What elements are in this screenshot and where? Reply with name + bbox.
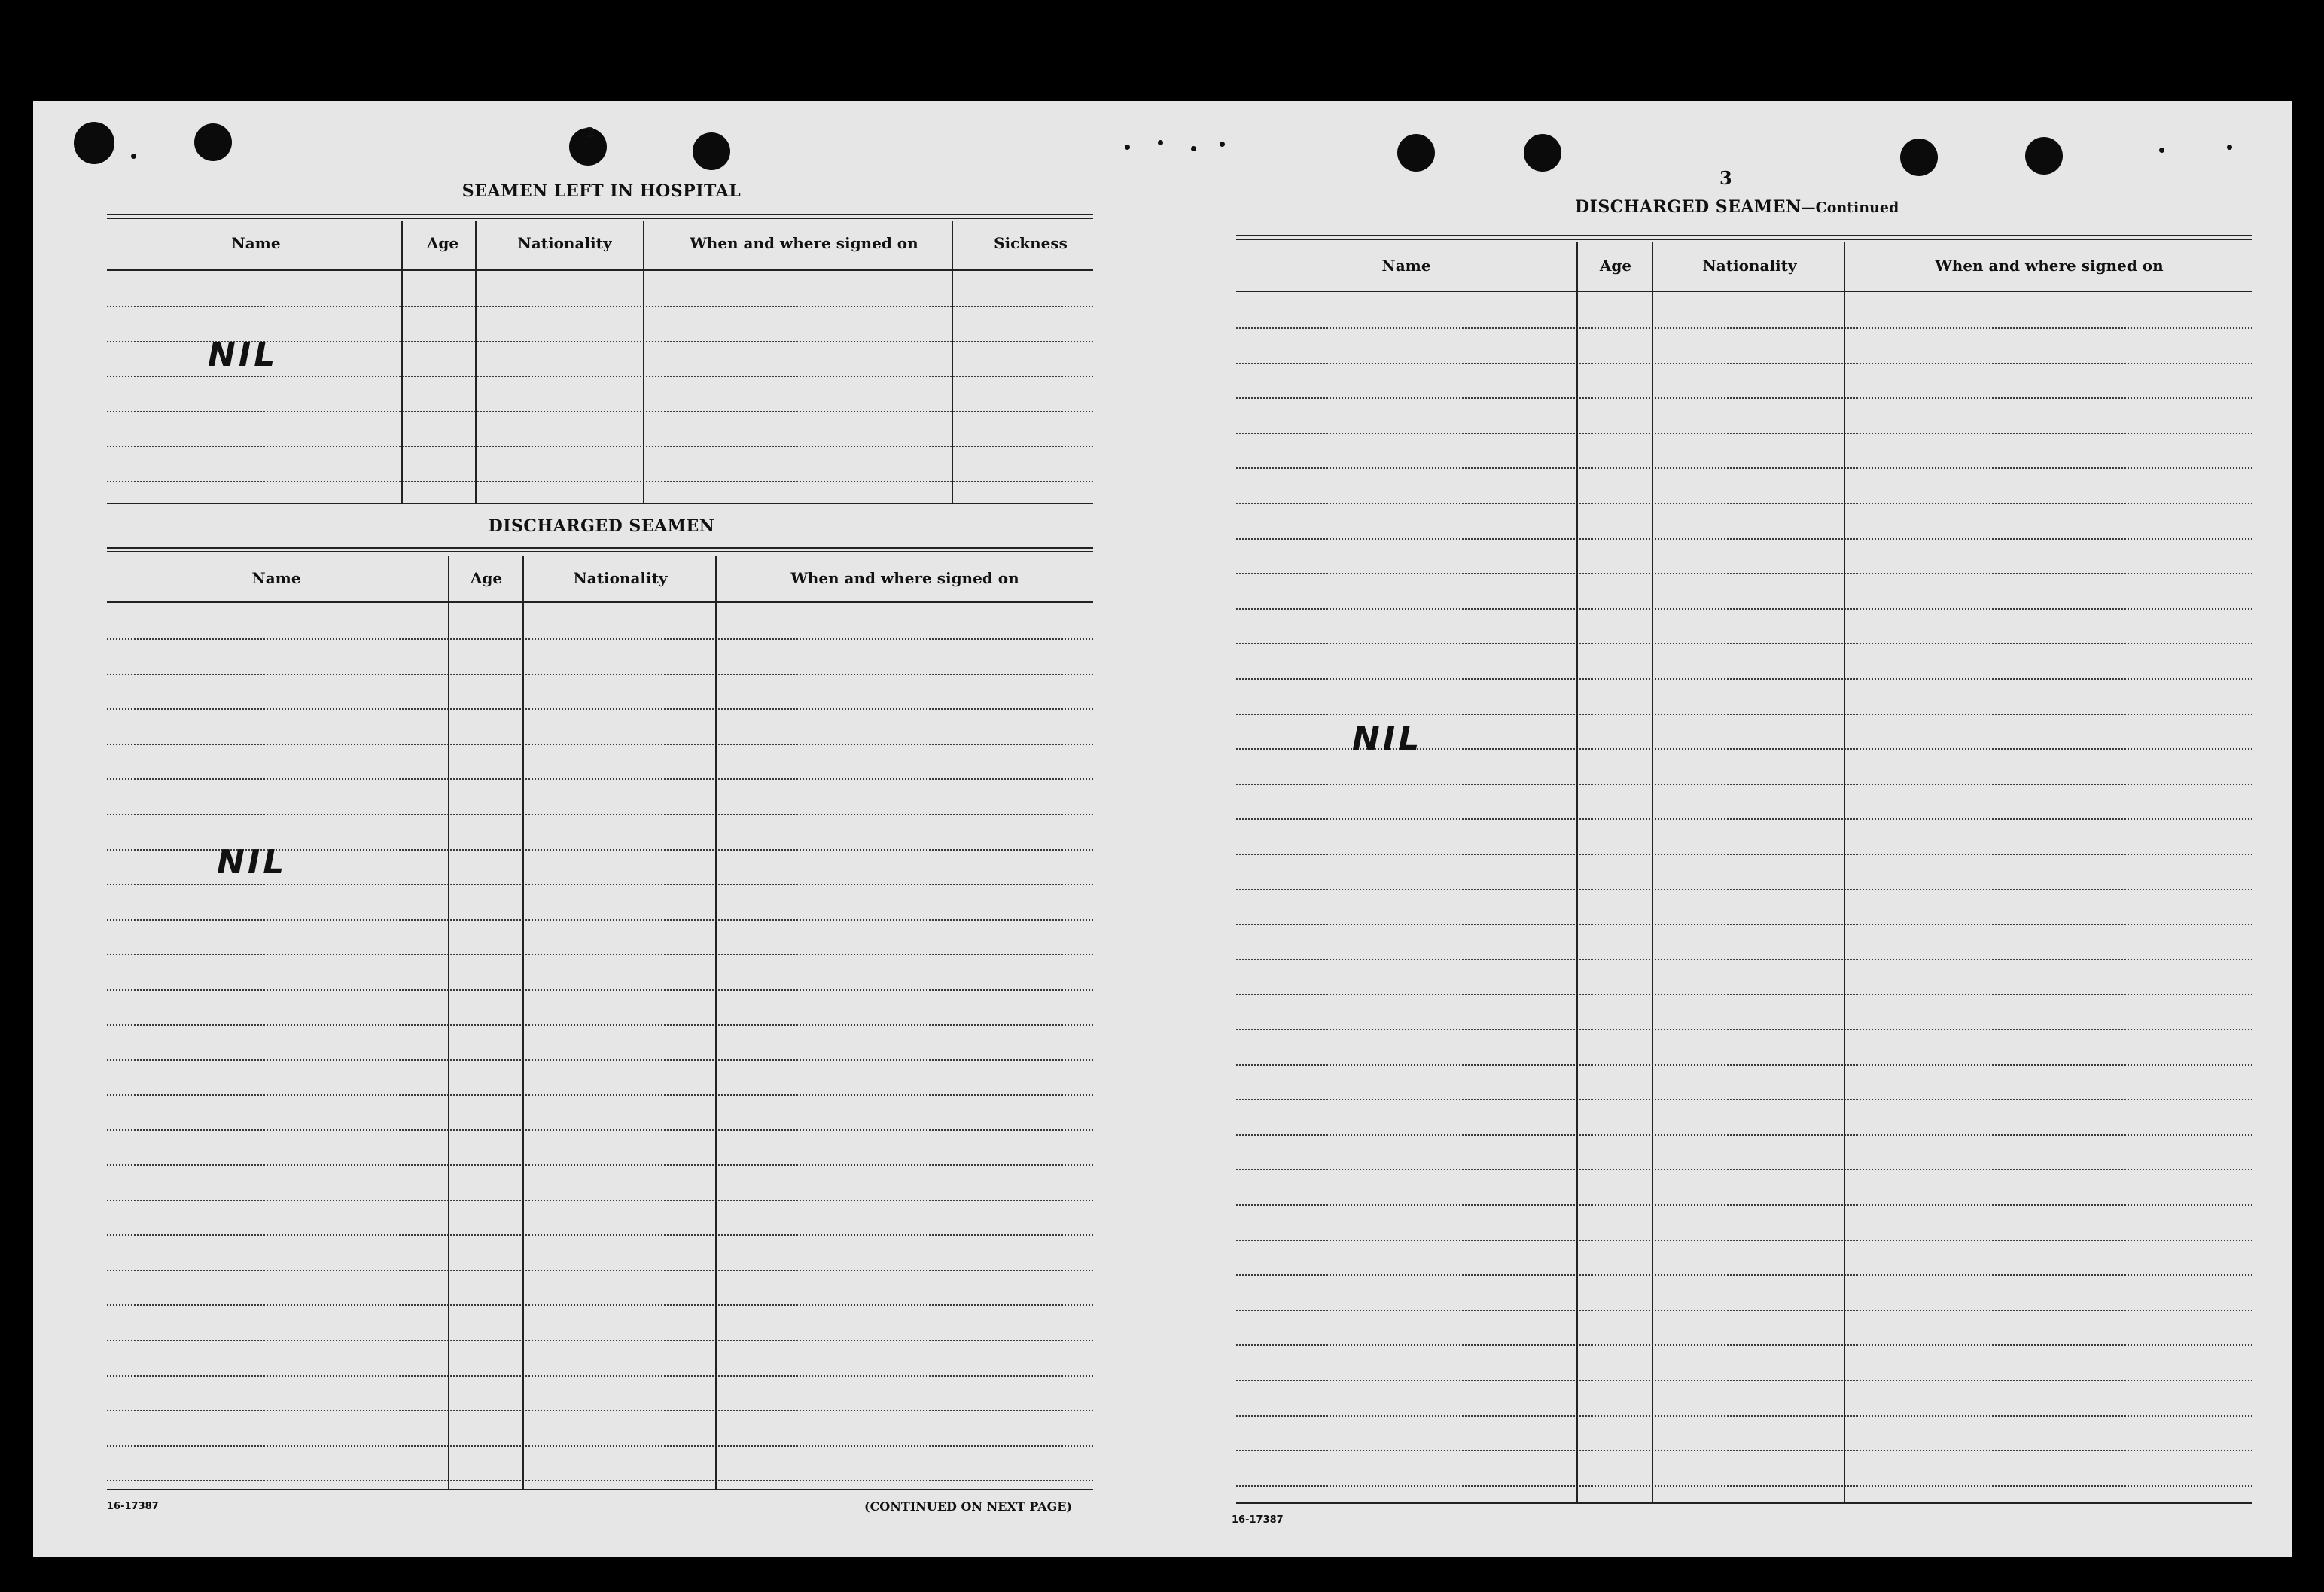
table-row-line [107,989,1093,991]
table-row-line [107,1480,1093,1481]
table-row-line [1236,363,2252,364]
punch-hole [74,122,114,164]
col-header-age: Age [1599,257,1632,275]
table-row-line [1236,538,2252,540]
col-header-signed-on: When and where signed on [690,234,918,252]
table-row-line [1236,1064,2252,1066]
table-row-line [1236,959,2252,960]
table-row-line [107,1059,1093,1061]
table-row-line [1236,397,2252,399]
table-bottom-rule [1236,1502,2252,1504]
col-header-name: Name [1381,257,1431,275]
table-row-line [107,1234,1093,1236]
table-row-line [107,1270,1093,1271]
col-header-age: Age [426,234,459,252]
continued-note: (CONTINUED ON NEXT PAGE) [864,1499,1073,1514]
table-row-line [1236,1450,2252,1451]
handwritten-nil: NIL [217,843,288,881]
punch-hole [194,123,232,161]
table-row-line [1236,467,2252,469]
table-row-line [107,306,1093,307]
table-row-line [1236,573,2252,574]
table-row-line [1236,1274,2252,1276]
table-row-line [107,954,1093,955]
speck [1158,140,1163,145]
table-row-line [1236,608,2252,610]
form-number: 16-17387 [107,1501,159,1512]
table-row-line [107,814,1093,815]
handwritten-nil: NIL [1352,720,1423,758]
column-divider [448,556,449,1489]
table-row-line [107,1129,1093,1131]
hospital-section-title: SEAMEN LEFT IN HOSPITAL [461,181,742,201]
col-header-age: Age [470,569,503,587]
table-row-line [107,1094,1093,1096]
table-row-line [107,638,1093,640]
table-row-line [107,1164,1093,1166]
speck [2159,148,2164,153]
punch-hole [693,132,730,170]
column-divider [715,556,717,1489]
table-row-line [1236,1134,2252,1136]
table-row-line [107,1375,1093,1377]
table-row-line [1236,643,2252,644]
table-row-line [1236,854,2252,855]
table-row-line [1236,1169,2252,1170]
speck [131,154,136,159]
punch-hole [1397,134,1435,172]
table-row-line [107,708,1093,710]
title-suffix: —Continued [1801,199,1899,216]
punch-hole [1524,134,1561,172]
table-row-line [107,1304,1093,1306]
column-divider [952,221,953,503]
table-row-line [107,1024,1093,1026]
col-header-nationality: Nationality [517,234,612,252]
column-divider [1844,242,1845,1502]
table-row-line [1236,1310,2252,1311]
table-top-rule [107,214,1093,219]
table-row-line [1236,1099,2252,1100]
page-number-left: 2 [586,125,595,141]
column-divider [401,221,403,503]
table-row-line [107,884,1093,885]
discharged-continued-title [1575,197,1899,217]
column-divider [522,556,524,1489]
table-row-line [1236,1029,2252,1030]
table-row-line [107,1200,1093,1201]
table-row-line [1236,818,2252,820]
table-row-line [1236,889,2252,890]
punch-hole [1900,139,1938,176]
col-header-signed-on: When and where signed on [1935,257,2164,275]
table-row-line [107,1410,1093,1411]
table-bottom-rule [107,1489,1093,1490]
form-number: 16-17387 [1232,1514,1284,1526]
column-divider [475,221,477,503]
table-row-line [107,376,1093,377]
col-header-signed-on: When and where signed on [790,569,1019,587]
speck [2227,145,2232,150]
col-header-nationality: Nationality [573,569,668,587]
table-row-line [1236,1240,2252,1241]
table-row-line [1236,1485,2252,1487]
header-rule [1236,291,2252,292]
col-header-nationality: Nationality [1702,257,1797,275]
column-divider [1576,242,1578,1502]
table-row-line [1236,1204,2252,1206]
table-top-rule [107,547,1093,552]
table-row-line [1236,1415,2252,1417]
discharged-section-title: DISCHARGED SEAMEN [488,516,715,536]
table-row-line [1236,503,2252,504]
table-row-line [1236,784,2252,785]
table-row-line [1236,678,2252,680]
col-header-name: Name [251,569,301,587]
table-row-line [1236,714,2252,715]
header-rule [107,269,1093,271]
table-row-line [107,674,1093,675]
col-header-sickness: Sickness [994,234,1068,252]
table-row-line [107,481,1093,482]
table-row-line [1236,1380,2252,1381]
punch-hole [2025,137,2063,175]
table-row-line [107,919,1093,921]
table-top-rule [1236,235,2252,240]
table-row-line [107,744,1093,745]
table-row-line [107,778,1093,780]
col-header-name: Name [231,234,281,252]
table-row-line [1236,327,2252,329]
table-row-line [107,1445,1093,1447]
table-row-line [107,1340,1093,1341]
table-row-line [1236,1344,2252,1346]
speck [1125,145,1130,150]
header-rule [107,601,1093,603]
handwritten-nil: NIL [208,336,279,374]
speck [1220,142,1225,147]
table-row-line [1236,924,2252,925]
table-row-line [1236,433,2252,434]
page-number-right: 3 [1719,167,1732,189]
column-divider [1652,242,1653,1502]
table-row-line [1236,994,2252,995]
ledger-sheet [33,101,2292,1557]
speck [1191,146,1196,151]
title-main: DISCHARGED SEAMEN [1575,197,1802,217]
table-row-line [107,446,1093,447]
table-bottom-rule [107,503,1093,504]
table-row-line [107,411,1093,412]
column-divider [643,221,644,503]
